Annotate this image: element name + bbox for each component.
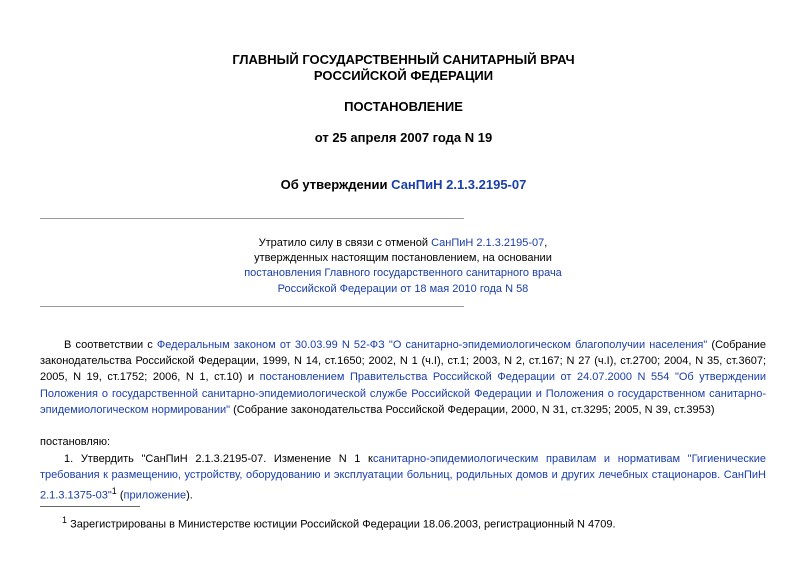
item-1-paren-open: ( [116,490,124,503]
item-1-paragraph [40,451,766,504]
document-date: от 25 апреля 2007 года N 19 [314,130,493,145]
status-note-line2: утвержденных настоящим постановлением, на основании [254,252,552,264]
header-authority-line2: РОССИЙСКОЙ ФЕДЕРАЦИИ [313,68,494,83]
document-type: ПОСТАНОВЛЕНИЕ [344,99,463,114]
status-note-line1 [40,236,766,252]
government-resolution-link[interactable]: постановлением Правительства Российской Федерации от 24.07.2000 N 554 "Об утверждении Положения о государственной санитарно-эпидемиологической службе Российской Федерации и Положения о государственном санитарно-эпидемиологическом нормировании" [40,371,766,416]
item-1-paren-close: ). [186,490,193,503]
federal-law-link[interactable]: Федеральным законом от 30.03.99 N 52-ФЗ "О санитарно-эпидемиологическом благополучии населения" [156,339,708,351]
document-subject [0,177,807,193]
sanpin-amendment-link[interactable]: санитарно-эпидемиологическим правилам и нормативам "Гигиенические требования к размещению, устройству, оборудованию и эксплуатации больниц, родильных домов и других лечебных стационаров. СанПиН 2.1.3.1375-03" [40,453,766,503]
footnote-text: Зарегистрированы в Министерстве юстиции Российской Федерации 18.06.2003, регистрационный N 4709. [67,518,616,531]
resolve-word: постановляю: [40,436,111,448]
revoking-resolution-link[interactable]: постановления Главного государственного санитарного врача [244,267,562,279]
item-1-text: 1. Утвердить "СанПиН 2.1.3.2195-07. Изменение N 1 к [64,453,373,465]
status-note-comma: , [544,237,548,249]
sanpin-subject-link[interactable]: СанПиН 2.1.3.2195-07 [391,177,527,192]
divider-top [40,218,464,219]
divider-bottom [40,306,464,307]
sanpin-revoked-link[interactable]: СанПиН 2.1.3.2195-07 [431,237,545,249]
footnote [62,513,616,532]
preamble-paragraph [40,337,766,418]
preamble-text-2: (Собрание законодательства Российской Федерации, 1999, N 14, ст.1650; 2002, N 1 (ч.I), ст.1; 2003, N 2, ст.167; N 27 (ч.I), ст.2700; 2004, N 35, ст.3607; 2005, N 19, ст.1752; 2006, N 1, ст.10) и [40,339,767,384]
footnote-reference[interactable]: 1 [111,486,117,497]
footnote-mark: 1 [62,515,68,525]
status-note-text: Утратило силу в связи с отменой [258,237,432,249]
annex-link[interactable]: приложение [123,490,187,503]
preamble-text-3: (Собрание законодательства Российской Федерации, 2000, N 31, ст.3295; 2005, N 39, ст.3953) [230,403,715,416]
revoking-resolution-date-link[interactable]: Российской Федерации от 18 мая 2010 года N 58 [277,283,529,295]
footnote-divider [40,506,140,507]
preamble-text-1: В соответствии с [64,339,157,351]
subject-text: Об утверждении [280,177,392,192]
header-authority-line1: ГЛАВНЫЙ ГОСУДАРСТВЕННЫЙ САНИТАРНЫЙ ВРАЧ [232,52,575,67]
